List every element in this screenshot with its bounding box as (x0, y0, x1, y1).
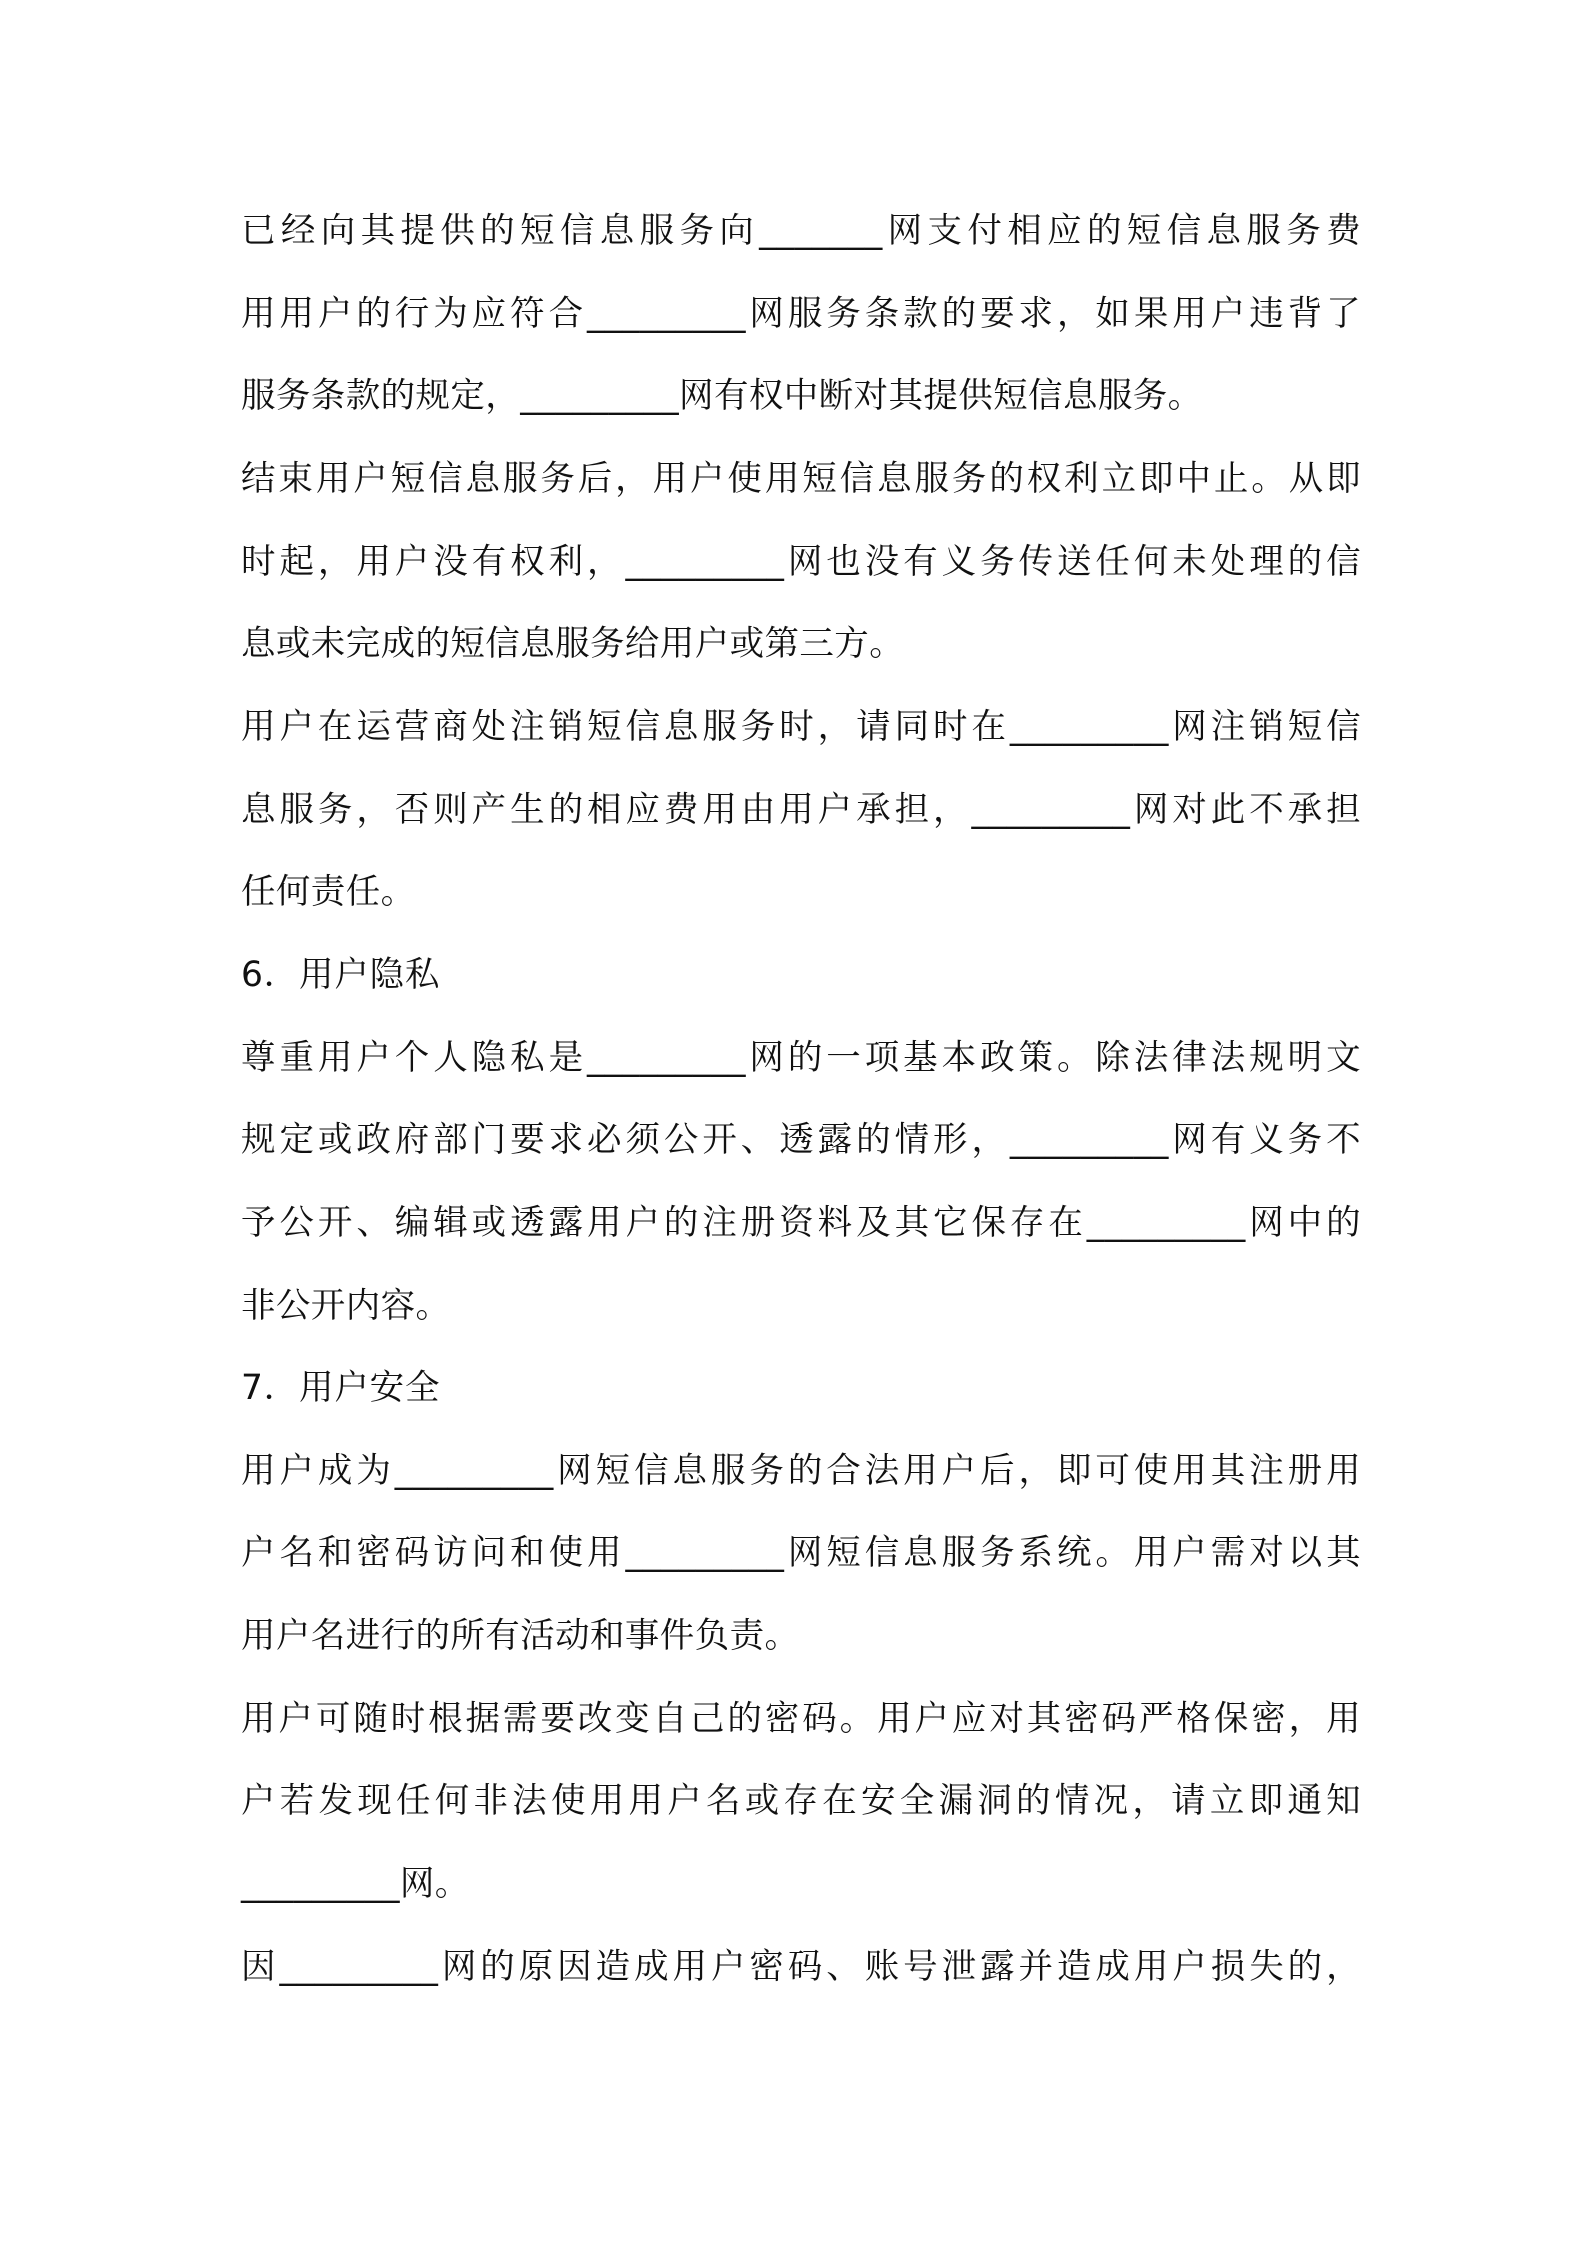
text-line: 已经向其提供的短信息服务向_______网支付相应的短信息服务费 (241, 211, 1361, 251)
text-line: 任何责任。 (241, 872, 416, 912)
section-heading: 7．用户安全 (241, 1368, 441, 1408)
text-line: 用户名进行的所有活动和事件负责。 (241, 1616, 800, 1656)
text-line: 户若发现任何非法使用用户名或存在安全漏洞的情况，请立即通知 (241, 1781, 1361, 1821)
text-line: 因_________网的原因造成用户密码、账号泄露并造成用户损失的， (241, 1947, 1361, 1987)
text-line: 尊重用户个人隐私是_________网的一项基本政策。除法律法规明文 (241, 1038, 1361, 1078)
text-line: 予公开、编辑或透露用户的注册资料及其它保存在_________网中的 (241, 1203, 1361, 1243)
text-line: 非公开内容。 (241, 1286, 451, 1326)
text-line: 规定或政府部门要求必须公开、透露的情形，_________网有义务不 (241, 1120, 1361, 1160)
text-line: 结束用户短信息服务后，用户使用短信息服务的权利立即中止。从即 (241, 459, 1361, 499)
section-heading: 6．用户隐私 (241, 955, 441, 995)
text-line: 息或未完成的短信息服务给用户或第三方。 (241, 624, 905, 664)
text-line: 用户在运营商处注销短信息服务时，请同时在_________网注销短信 (241, 707, 1361, 747)
text-line: 用用户的行为应符合_________网服务条款的要求，如果用户违背了 (241, 294, 1361, 334)
text-line: 时起，用户没有权利，_________网也没有义务传送任何未处理的信 (241, 542, 1361, 582)
text-line: 息服务，否则产生的相应费用由用户承担，_________网对此不承担 (241, 790, 1361, 830)
text-line: 用户成为_________网短信息服务的合法用户后，即可使用其注册用 (241, 1451, 1361, 1491)
text-line: 户名和密码访问和使用_________网短信息服务系统。用户需对以其 (241, 1533, 1361, 1573)
text-line: 用户可随时根据需要改变自己的密码。用户应对其密码严格保密，用 (241, 1699, 1361, 1739)
text-line: _________网。 (241, 1864, 470, 1904)
text-line: 服务条款的规定，_________网有权中断对其提供短信息服务。 (241, 376, 1203, 416)
